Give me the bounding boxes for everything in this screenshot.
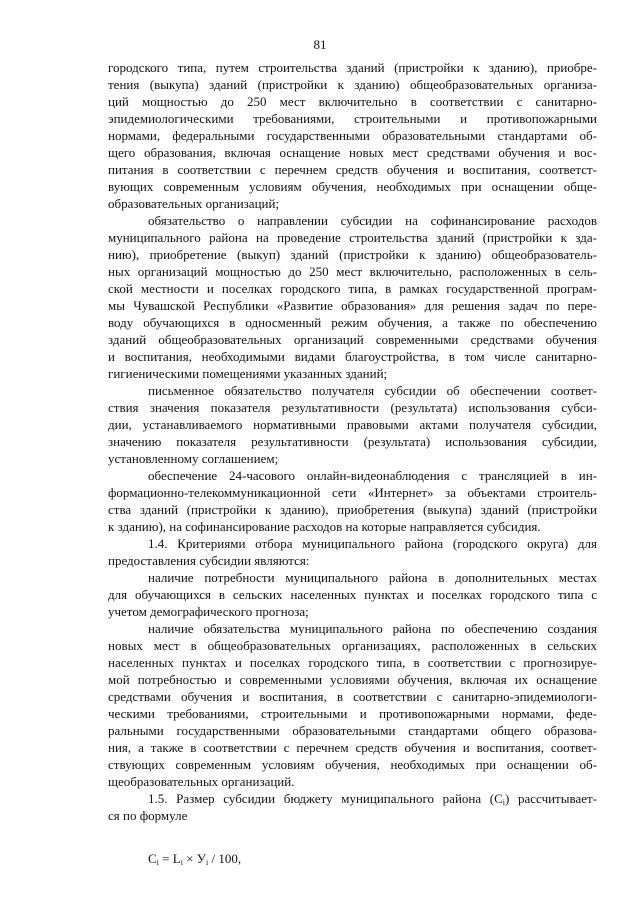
text-line: мы Чувашской Республики «Развитие образования» для решения задач по пере- (108, 298, 597, 313)
text-line: ральными государственными образовательными стандартами общего образова- (108, 723, 597, 738)
text-fragment: ) рассчитывает- (505, 791, 597, 806)
text-line: к зданию), на софинансирование расходов на которые направляется субсидия. (108, 519, 541, 534)
text-line: формационно-телекоммуникационной сети «Интернет» за объектами строитель- (108, 485, 597, 500)
text-line: вующих современным условиям обучения, необходимых при оснащении обще- (108, 179, 597, 194)
paragraph-item-1-5 (108, 790, 597, 824)
paragraph (108, 535, 597, 569)
text-line: средствами обучения и воспитания, в соответствии с санитарно-эпидемиологи- (108, 689, 597, 704)
text-line (108, 790, 597, 807)
subscript: i (156, 858, 159, 867)
formula-symbol: × У (182, 851, 206, 866)
text-line: установленному соглашением; (108, 451, 279, 466)
text-line: образовательных организаций; (108, 196, 280, 211)
text-fragment: 1.5. Размер субсидии бюджету муниципального района (C (148, 791, 503, 806)
text-line: питания в соответствии с перечнем средств обучения и воспитания, соответст- (108, 162, 597, 177)
text-line: ных организаций мощностью до 250 мест включительно, расположенных в сель- (108, 264, 597, 279)
text-line: учетом демографического прогноза; (108, 604, 309, 619)
text-line: и воспитания, необходимыми видами благоустройства, в том числе санитарно- (108, 349, 597, 364)
text-line: зданий общеобразовательных организаций современными средствами обучения (108, 332, 597, 347)
text-line: городского типа, путем строительства зданий (пристройки к зданию), приобре- (108, 60, 597, 75)
subscript: i (502, 798, 506, 807)
text-line: гигиеническими помещениями указанных зданий; (108, 366, 388, 381)
text-line: щего образования, включая оснащение новых мест средствами обучения и вос- (108, 145, 597, 160)
text-line: ческими требованиями, строительными и противопожарными нормами, феде- (108, 706, 597, 721)
text-line: нию), приобретение (выкуп) зданий (пристройки к зданию) общеобразователь- (108, 247, 597, 262)
text-line: населенных пунктах и поселках городского типа, в соответствии с прогнозируе- (108, 655, 597, 670)
text-line: тения (выкупа) зданий (пристройки к зданию) общеобразовательных организа- (108, 77, 597, 92)
paragraph (108, 212, 597, 382)
subscript: i (205, 858, 209, 867)
text-line: письменное обязательство получателя субсидии об обеспечении соответ- (148, 383, 597, 398)
text-line: муниципального района на проведение строительства зданий (пристройки к зда- (108, 230, 597, 245)
text-line: обеспечение 24-часового онлайн-видеонаблюдения с трансляцией в ин- (148, 468, 597, 483)
text-line: дии, устанавливаемого нормативными правовыми актами получателя субсидии, (108, 417, 597, 432)
text-line: воду обучающихся в односменный режим обучения, а также по обеспечению (108, 315, 597, 330)
text-line: ций мощностью до 250 мест включительно в соответствии с санитарно- (108, 94, 597, 109)
text-line: ния, а также в соответствии с перечнем средств обучения и воспитания, соответ- (108, 740, 597, 755)
paragraph (108, 382, 597, 467)
text-line: ствующих современным условиям обучения, необходимых при оснащении об- (108, 757, 597, 772)
text-line: мой потребностью и современными условиями обучения, включая их оснащение (108, 672, 597, 687)
paragraph (108, 620, 597, 790)
paragraph-list (108, 59, 597, 790)
text-line: обязательство о направлении субсидии на софинансирование расходов (148, 213, 597, 228)
document-body (108, 59, 597, 867)
formula-symbol: = L (158, 851, 181, 866)
formula (108, 850, 597, 867)
text-line: 1.4. Критериями отбора муниципального района (городского округа) для (148, 536, 597, 551)
subscript: i (180, 858, 183, 867)
text-line: эпидемиологическими требованиями, строительными и противопожарными (108, 111, 597, 126)
text-line: ствия значения показателя результативности (результата) использования субси- (108, 400, 597, 415)
paragraph (108, 59, 597, 212)
formula-symbol: / 100, (208, 851, 242, 866)
text-line: ства зданий (пристройки к зданию), приобретения (выкупа) зданий (пристройки (108, 502, 597, 517)
text-line: для обучающихся в сельских населенных пунктах и поселках городского типа с (108, 587, 597, 602)
text-line: ской местности и поселках городского типа, в рамках государственной програм- (108, 281, 597, 296)
text-line: щеобразовательных организаций. (108, 774, 295, 789)
text-line: значению показателя результативности (результата) использования субсидии, (108, 434, 597, 449)
text-line: наличие потребности муниципального района в дополнительных местах (148, 570, 597, 585)
text-line: ся по формуле (108, 808, 188, 823)
page-number: 81 (313, 37, 327, 52)
formula-symbol: C (148, 851, 157, 866)
paragraph (108, 467, 597, 535)
text-line: предоставления субсидии являются: (108, 553, 310, 568)
paragraph (108, 569, 597, 620)
text-line: новых мест в общеобразовательных организациях, расположенных в сельских (108, 638, 597, 653)
text-line: наличие обязательства муниципального района по обеспечению создания (148, 621, 597, 636)
text-line: нормами, федеральными государственными образовательными стандартами об- (108, 128, 597, 143)
